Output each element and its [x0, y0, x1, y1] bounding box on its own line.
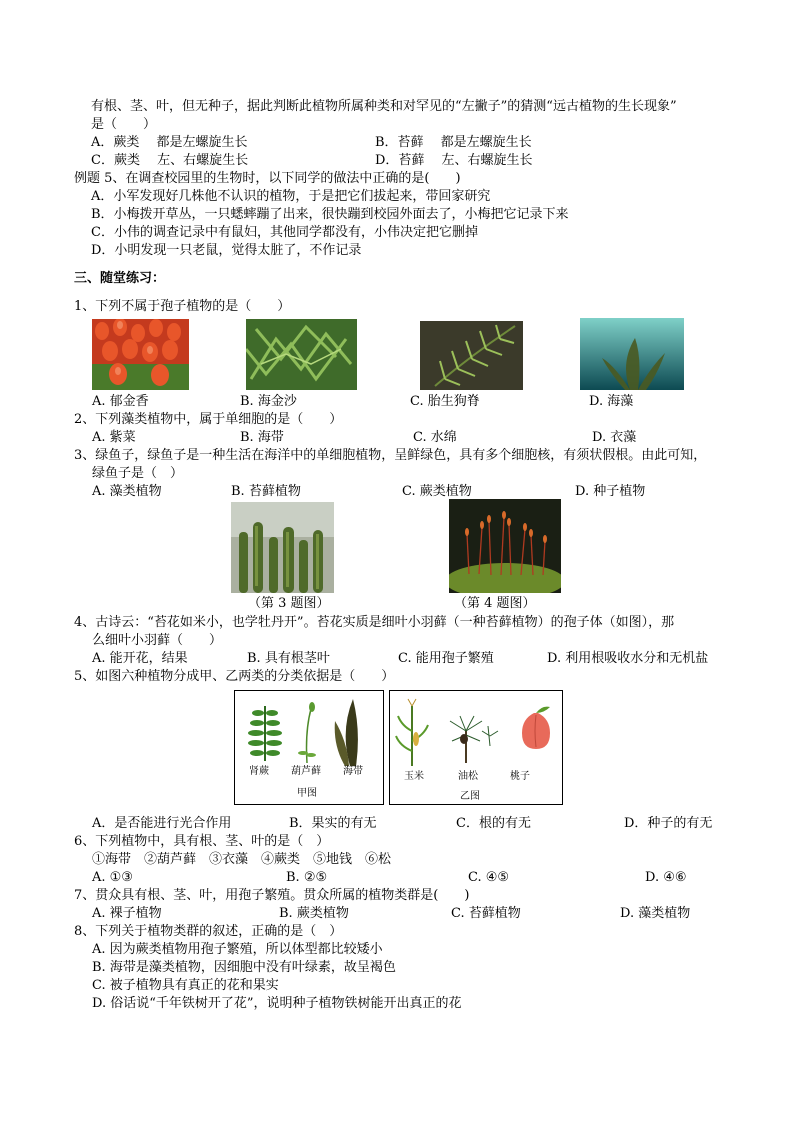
fern-photo: [420, 321, 523, 390]
q6-plant-list: ①海带 ②葫芦藓 ③衣藻 ④蕨类 ⑤地钱 ⑥松: [92, 852, 392, 867]
q6-option-b: B. ②⑤: [286, 870, 328, 885]
q6-option-c: C. ④⑤: [468, 870, 510, 885]
q5-stem: 5、如图六种植物分成甲、乙两类的分类依据是（ ）: [74, 669, 395, 684]
q3-moss-photo: [231, 502, 334, 593]
q7-option-c: C. 苔藓植物: [451, 906, 521, 921]
q8-stem: 8、下列关于植物类群的叙述，正确的是（ ）: [74, 924, 343, 939]
q1-option-c: C. 胎生狗脊: [410, 394, 480, 409]
q2-option-a: A. 紫菜: [92, 430, 136, 445]
tulip-photo: [92, 319, 189, 390]
q6-option-d: D. ④⑥: [645, 870, 687, 885]
q4-moss-photo: [449, 499, 561, 593]
q8-option-b: B. 海带是藻类植物，因细胞中没有叶绿素，故呈褐色: [92, 960, 396, 975]
jia-moss-label: 葫芦藓: [291, 766, 321, 777]
q5-option-a: A．是否能进行光合作用: [92, 816, 232, 831]
q8-option-d: D. 俗话说“千年铁树开了花”，说明种子植物铁树能开出真正的花: [92, 996, 462, 1011]
figure-jia-box: [234, 690, 384, 805]
q7-option-b: B. 蕨类植物: [279, 906, 349, 921]
q2-stem: 2、下列藻类植物中，属于单细胞的是（ ）: [74, 412, 343, 427]
q7-stem: 7、贯众具有根、茎、叶，用孢子繁殖。贯众所属的植物类群是( ): [74, 888, 470, 903]
example-5-option-a: A．小军发现好几株他不认识的植物，于是把它们拔起来，带回家研究: [91, 189, 491, 204]
q2-option-d: D. 衣藻: [592, 430, 637, 445]
q4-option-b: B. 具有根茎叶: [247, 651, 330, 666]
intro-option-a: A．蕨类 都是左螺旋生长: [91, 135, 248, 150]
q3-option-d: D. 种子植物: [575, 484, 646, 499]
q4-line-2: 么细叶小羽藓（ ）: [92, 633, 223, 648]
example-5-option-d: D．小明发现一只老鼠，觉得太脏了，不作记录: [91, 243, 362, 258]
q5-option-b: B．果实的有无: [289, 816, 377, 831]
q4-option-d: D. 利用根吸收水分和无机盐: [547, 651, 709, 666]
q2-option-b: B. 海带: [240, 430, 284, 445]
intro-line-1: 有根、茎、叶，但无种子，据此判断此植物所属种类和对罕见的“左撇子”的猜测“远古植物的生长现象”: [91, 99, 677, 114]
yi-pine-label: 油松: [458, 771, 478, 782]
q7-option-d: D. 藻类植物: [620, 906, 691, 921]
intro-option-b: B．苔藓 都是左螺旋生长: [375, 135, 532, 150]
q4-option-a: A. 能开花，结果: [92, 651, 188, 666]
q4-option-c: C. 能用孢子繁殖: [398, 651, 494, 666]
q3-option-c: C. 蕨类植物: [402, 484, 472, 499]
seaweed-photo: [580, 318, 684, 390]
intro-option-d: D．苔藓 左、右螺旋生长: [375, 153, 533, 168]
intro-option-c: C．蕨类 左、右螺旋生长: [91, 153, 249, 168]
yi-title: 乙图: [460, 791, 480, 802]
q5-option-c: C．根的有无: [456, 816, 531, 831]
q1-option-d: D. 海藻: [589, 394, 634, 409]
q3-figure-caption: （第 3 题图）: [248, 596, 330, 611]
example-5-stem: 例题 5、在调查校园里的生物时，以下同学的做法中正确的是( ): [74, 171, 461, 186]
yi-peach-label: 桃子: [510, 771, 530, 782]
q1-option-a: A. 郁金香: [92, 394, 149, 409]
q1-option-b: B. 海金沙: [240, 394, 297, 409]
intro-line-2: 是（ ）: [91, 117, 157, 132]
example-5-option-c: C．小伟的调查记录中有鼠妇，其他同学都没有，小伟决定把它删掉: [91, 225, 478, 240]
jia-title: 甲图: [297, 788, 317, 799]
q8-option-a: A. 因为蕨类植物用孢子繁殖，所以体型都比较矮小: [92, 942, 383, 957]
q7-option-a: A. 裸子植物: [92, 906, 162, 921]
q3-line-2: 绿鱼子是（ ）: [92, 466, 184, 481]
example-5-option-b: B．小梅拨开草丛，一只蟋蟀蹦了出来，很快蹦到校园外面去了，小梅把它记录下来: [91, 207, 569, 222]
figure-yi-box: [389, 690, 563, 805]
q6-stem: 6、下列植物中，具有根、茎、叶的是（ ）: [74, 834, 330, 849]
q3-option-b: B. 苔藓植物: [231, 484, 301, 499]
yi-corn-label: 玉米: [404, 771, 424, 782]
q3-line-1: 3、绿鱼子，绿鱼子是一种生活在海洋中的单细胞植物，呈鲜绿色，具有多个细胞核，有须状假根。由此可知，: [74, 448, 707, 463]
q5-option-d: D．种子的有无: [624, 816, 713, 831]
q2-option-c: C. 水绵: [413, 430, 457, 445]
q1-stem: 1、下列不属于孢子植物的是（ ）: [74, 299, 291, 314]
q6-option-a: A. ①③: [92, 870, 133, 885]
q8-option-c: C. 被子植物具有真正的花和果实: [92, 978, 279, 993]
jia-fern-label: 肾蕨: [249, 766, 269, 777]
q4-figure-caption: （第 4 题图）: [454, 596, 536, 611]
section-3-heading: 三、随堂练习：: [74, 271, 166, 286]
lygodium-photo: [246, 319, 357, 390]
q4-line-1: 4、古诗云：“苔花如米小，也学牡丹开”。苔花实质是细叶小羽藓（一种苔藓植物）的孢子体（如图），那: [74, 615, 675, 630]
q3-option-a: A. 藻类植物: [92, 484, 162, 499]
jia-kelp-label: 海带: [343, 766, 363, 777]
